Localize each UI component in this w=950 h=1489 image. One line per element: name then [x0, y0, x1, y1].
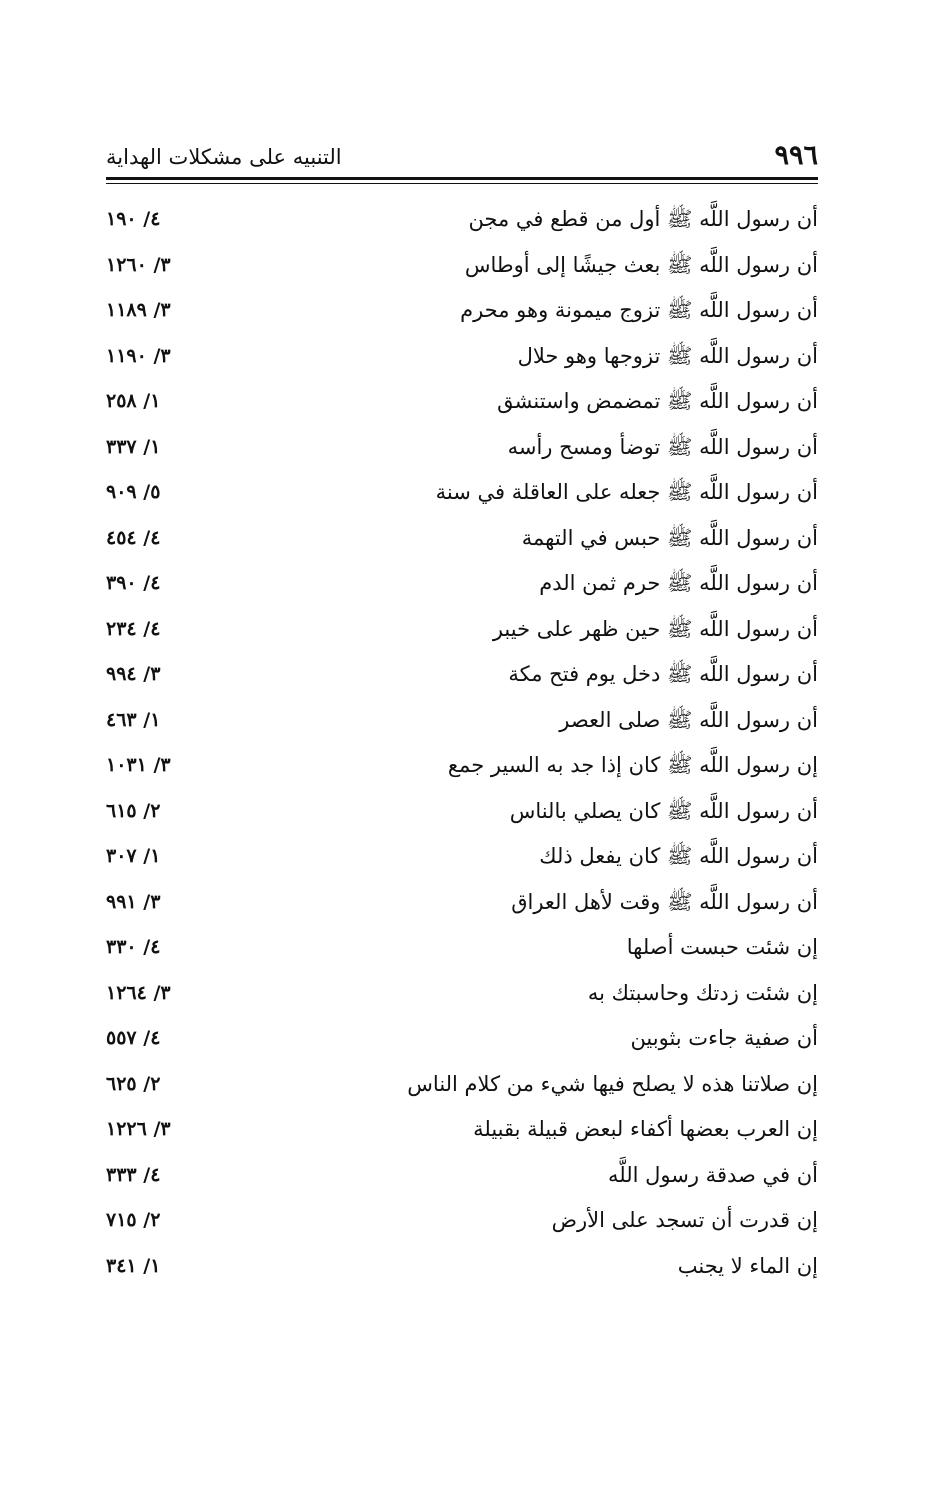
index-entry [106, 1153, 818, 1199]
entry-reference: ٣/ ١١٩٠ [106, 344, 171, 367]
running-title: التنبيه على مشكلات الهداية [106, 145, 342, 169]
entry-text: أن رسول اللَّه ﷺ صلى العصر [559, 707, 818, 732]
index-entry [106, 652, 818, 698]
index-entry [106, 470, 818, 516]
index-entry [106, 243, 818, 289]
index-entry [106, 925, 818, 971]
entry-text: إن شئت زدتك وحاسبتك به [587, 980, 818, 1005]
header-rule-thin [106, 183, 818, 184]
entry-reference: ٤/ ١٩٠ [106, 208, 161, 230]
entry-text: أن رسول اللَّه ﷺ كان يفعل ذلك [539, 844, 818, 868]
entry-reference: ٤/ ٤٥٤ [106, 526, 161, 549]
entry-text: إن شئت حبست أصلها [626, 935, 818, 959]
entry-text: إن العرب بعضها أكفاء لبعض قبيلة بقبيلة [473, 1117, 818, 1141]
entry-reference: ٢/ ٦١٥ [106, 799, 161, 822]
index-entry [106, 1244, 818, 1290]
index-entry [106, 334, 818, 380]
entry-reference: ٢/ ٧١٥ [106, 1209, 161, 1231]
entry-text: أن رسول اللَّه ﷺ توضأ ومسح رأسه [507, 434, 818, 459]
index-entry [106, 1107, 818, 1153]
entry-reference: ٥/ ٩٠٩ [106, 481, 161, 503]
entry-text: أن رسول اللَّه ﷺ جعله على العاقلة في سنة [435, 480, 818, 504]
index-entry [106, 425, 818, 471]
entry-text: أن رسول اللَّه ﷺ وقت لأهل العراق [511, 889, 818, 914]
entry-reference: ٤/ ٥٥٧ [106, 1027, 161, 1049]
entry-reference: ٤/ ٣٣٣ [106, 1163, 161, 1186]
index-entry [106, 379, 818, 425]
entry-text: إن رسول اللَّه ﷺ كان إذا جد به السير جمع [447, 753, 818, 777]
entry-text: إن الماء لا يجنب [677, 1253, 818, 1278]
index-entry [106, 607, 818, 653]
page-header [106, 138, 818, 174]
header-rule-thick [106, 177, 818, 180]
entry-reference: ٣/ ١٢٦٤ [106, 981, 171, 1004]
entry-reference: ٤/ ٣٩٠ [106, 572, 161, 594]
entry-text: أن صفية جاءت بثوبين [630, 1026, 818, 1050]
entry-text: أن في صدقة رسول اللَّه [608, 1162, 818, 1187]
entry-text: أن رسول اللَّه ﷺ دخل يوم فتح مكة [508, 662, 818, 686]
entry-text: أن رسول اللَّه ﷺ حين ظهر على خيبر [492, 616, 818, 641]
index-entry [106, 561, 818, 607]
entry-reference: ٣/ ٩٩١ [106, 890, 161, 913]
entry-reference: ٣/ ١١٨٩ [106, 299, 171, 321]
entry-text: أن رسول اللَّه ﷺ بعث جيشًا إلى أوطاس [464, 252, 818, 277]
index-entry [106, 1062, 818, 1108]
index-entry [106, 971, 818, 1017]
entry-reference: ٤/ ٣٣٠ [106, 936, 161, 958]
index-entry [106, 288, 818, 334]
entry-reference: ٤/ ٢٣٤ [106, 617, 161, 640]
entry-text: أن رسول اللَّه ﷺ تزوجها وهو حلال [517, 343, 818, 368]
page-number: ٩٩٦ [774, 140, 818, 171]
entry-text: أن رسول اللَّه ﷺ تزوج ميمونة وهو محرم [460, 298, 818, 322]
entry-text: إن صلاتنا هذه لا يصلح فيها شيء من كلام الناس [407, 1071, 818, 1096]
index-entry [106, 834, 818, 880]
index-entry [106, 1016, 818, 1062]
index-entry [106, 516, 818, 562]
entry-reference: ٣/ ١٠٣١ [106, 754, 171, 776]
index-entries [106, 197, 818, 1289]
entry-reference: ٣/ ١٢٦٠ [106, 253, 171, 276]
index-entry [106, 743, 818, 789]
entry-reference: ٣/ ٩٩٤ [106, 663, 161, 685]
entry-reference: ٢/ ٦٢٥ [106, 1072, 161, 1095]
index-entry [106, 197, 818, 243]
entry-text: إن قدرت أن تسجد على الأرض [551, 1208, 818, 1232]
entry-text: أن رسول اللَّه ﷺ كان يصلي بالناس [509, 798, 818, 823]
entry-text: أن رسول اللَّه ﷺ حبس في التهمة [521, 525, 818, 550]
index-entry [106, 698, 818, 744]
entry-text: أن رسول اللَّه ﷺ أول من قطع في مجن [468, 207, 818, 231]
entry-reference: ١/ ٣٤١ [106, 1254, 161, 1277]
entry-text: أن رسول اللَّه ﷺ تمضمض واستنشق [497, 389, 818, 413]
entry-reference: ٣/ ١٢٢٦ [106, 1118, 171, 1140]
entry-text: أن رسول اللَّه ﷺ حرم ثمن الدم [539, 571, 818, 595]
entry-reference: ١/ ٤٦٣ [106, 708, 161, 731]
entry-reference: ١/ ٣٣٧ [106, 435, 161, 458]
entry-reference: ١/ ٣٠٧ [106, 845, 161, 867]
entry-reference: ١/ ٢٥٨ [106, 390, 161, 412]
index-entry [106, 1198, 818, 1244]
index-entry [106, 880, 818, 926]
index-entry [106, 789, 818, 835]
